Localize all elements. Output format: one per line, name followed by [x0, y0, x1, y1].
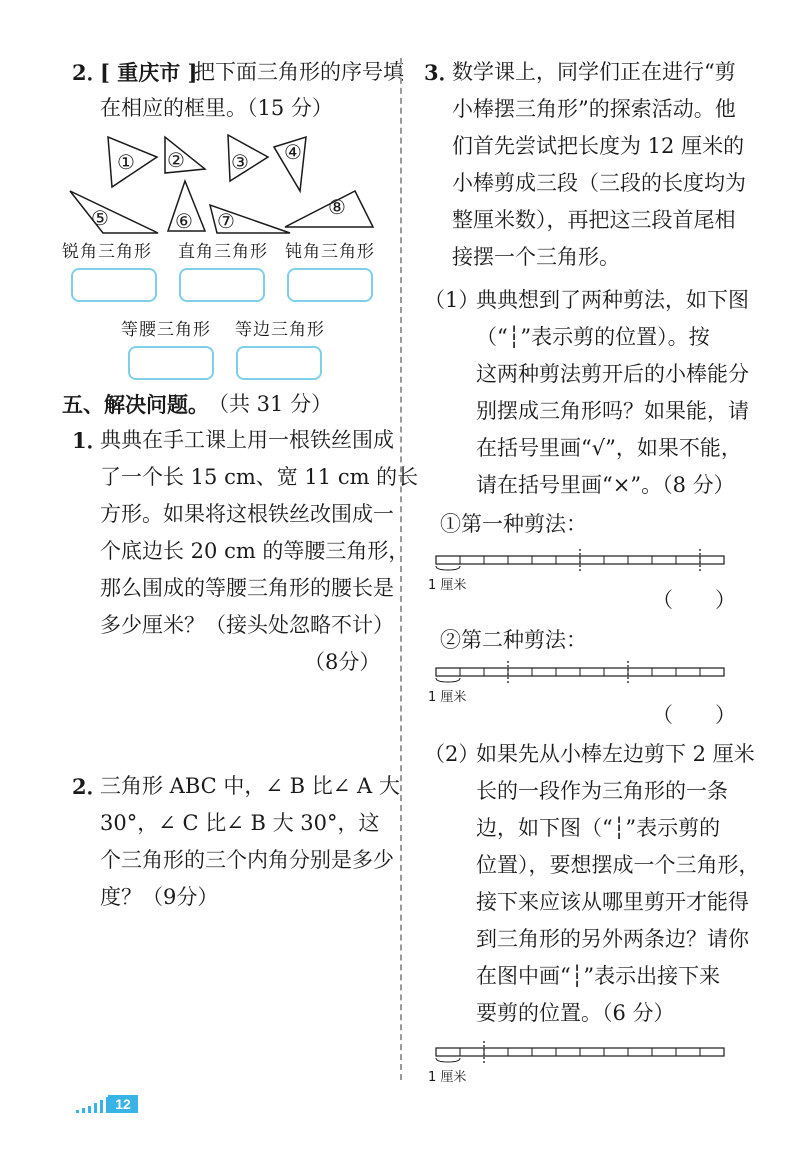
part1-line-5: 在括号里画“√”，如果不能， — [476, 436, 742, 460]
ruler-part2[interactable] — [430, 1040, 730, 1070]
p1-line-3: 方形。如果将这根铁丝改围成一 — [100, 502, 394, 526]
p1-number: 1． — [72, 428, 108, 453]
part2-line-6: 到三角形的另外两条边？请你 — [476, 927, 749, 951]
q2-number: 2． — [72, 60, 108, 85]
ruler3-unit-label: 1 厘米 — [428, 1070, 467, 1085]
answer-box-right[interactable] — [179, 268, 265, 302]
part1-line-4: 别摆成三角形吗？如果能，请 — [476, 399, 749, 423]
section5-score: （共 31 分） — [208, 392, 333, 416]
p3-line-1: 数学课上，同学们正在进行“剪 — [452, 60, 736, 84]
part2-line-3: 边，如下图（“┆”表示剪的 — [476, 816, 721, 840]
ruler1-unit-label: 1 厘米 — [428, 578, 467, 593]
p3-number: 3． — [424, 60, 460, 85]
p1-line-4: 个底边长 20 cm 的等腰三角形， — [100, 539, 410, 563]
triangle-label-7: ⑦ — [217, 209, 235, 233]
p1-score: （8分） — [304, 650, 381, 674]
p2-line-4: 度？（9分） — [100, 885, 219, 909]
section5-title: 五、解决问题。 — [62, 392, 209, 417]
part1-label: （1） — [424, 288, 480, 312]
triangle-label-2: ② — [167, 148, 185, 172]
part2-label: （2） — [424, 742, 480, 766]
answer-box-acute[interactable] — [71, 268, 157, 302]
p1-line-1: 典典在手工课上用一根铁丝围成 — [100, 428, 394, 452]
p3-line-2: 小棒摆三角形”的探索活动。他 — [452, 97, 736, 121]
category-isosceles: 等腰三角形 — [121, 320, 211, 340]
triangle-label-3: ③ — [231, 150, 249, 174]
triangle-label-5: ⑤ — [91, 206, 109, 230]
triangle-label-4: ④ — [284, 140, 302, 164]
triangle-label-8: ⑧ — [328, 195, 346, 219]
p3-line-3: 们首先尝试把长度为 12 厘米的 — [452, 134, 745, 158]
part2-line-1: 如果先从小棒左边剪下 2 厘米 — [476, 742, 755, 766]
answer-box-equilateral[interactable] — [236, 346, 322, 380]
category-acute: 锐角三角形 — [62, 242, 152, 262]
answer-box-obtuse[interactable] — [287, 268, 373, 302]
triangle-5 — [70, 191, 158, 233]
column-divider — [400, 58, 402, 1080]
method1-answer-bracket[interactable]: （ ） — [652, 588, 736, 612]
p1-line-6: 多少厘米？（接头处忽略不计） — [100, 613, 394, 637]
category-right: 直角三角形 — [178, 242, 268, 262]
category-obtuse: 钝角三角形 — [285, 242, 375, 262]
p3-line-4: 小棒剪成三段（三段的长度均为 — [452, 171, 746, 195]
ruler-method1 — [430, 548, 730, 578]
method1-label: ①第一种剪法： — [440, 512, 587, 536]
part1-line-1: 典典想到了两种剪法，如下图 — [476, 288, 749, 312]
q2-region: [ 重庆市 ] — [100, 60, 198, 85]
p2-line-3: 个三角形的三个内角分别是多少 — [100, 848, 394, 872]
unit-brace — [436, 678, 460, 682]
page-marker-dots — [74, 1094, 110, 1114]
p1-line-2: 了一个长 15 cm、宽 11 cm 的长 — [100, 465, 419, 489]
p3-line-5: 整厘米数），再把这三段首尾相 — [452, 208, 736, 232]
triangle-label-1: ① — [117, 150, 135, 174]
method2-answer-bracket[interactable]: （ ） — [652, 703, 736, 727]
unit-brace — [436, 1058, 460, 1062]
part2-line-8: 要剪的位置。（6 分） — [476, 1001, 675, 1025]
answer-box-isosceles[interactable] — [128, 346, 214, 380]
p3-line-6: 接摆一个三角形。 — [452, 245, 620, 269]
p2-line-2: 30°，∠ C 比∠ B 大 30°，这 — [100, 811, 380, 835]
p2-number: 2． — [72, 774, 108, 799]
q2-text-line2: 在相应的框里。（15 分） — [100, 96, 333, 120]
p1-line-5: 那么围成的等腰三角形的腰长是 — [100, 576, 394, 600]
page-number: 12 — [108, 1095, 138, 1113]
category-equilateral: 等边三角形 — [235, 320, 325, 340]
triangle-label-6: ⑥ — [175, 209, 193, 233]
unit-brace — [436, 566, 460, 570]
part1-line-2: （“┆”表示剪的位置）。按 — [476, 325, 710, 349]
part2-line-5: 接下来应该从哪里剪开才能得 — [476, 890, 749, 914]
ruler-method2 — [430, 660, 730, 690]
q2-text-line1: 把下面三角形的序号填 — [194, 60, 404, 84]
part2-line-7: 在图中画“┆”表示出接下来 — [476, 964, 721, 988]
ruler2-unit-label: 1 厘米 — [428, 690, 467, 705]
p2-line-1: 三角形 ABC 中，∠ B 比∠ A 大 — [100, 774, 400, 798]
part1-line-6: 请在括号里画“×”。（8 分） — [476, 473, 735, 497]
triangles-figure — [60, 125, 390, 235]
part2-line-2: 长的一段作为三角形的一条 — [476, 779, 728, 803]
part2-line-4: 位置），要想摆成一个三角形， — [476, 853, 760, 877]
method2-label: ②第二种剪法： — [440, 628, 587, 652]
part1-line-3: 这两种剪法剪开后的小棒能分 — [476, 362, 749, 386]
